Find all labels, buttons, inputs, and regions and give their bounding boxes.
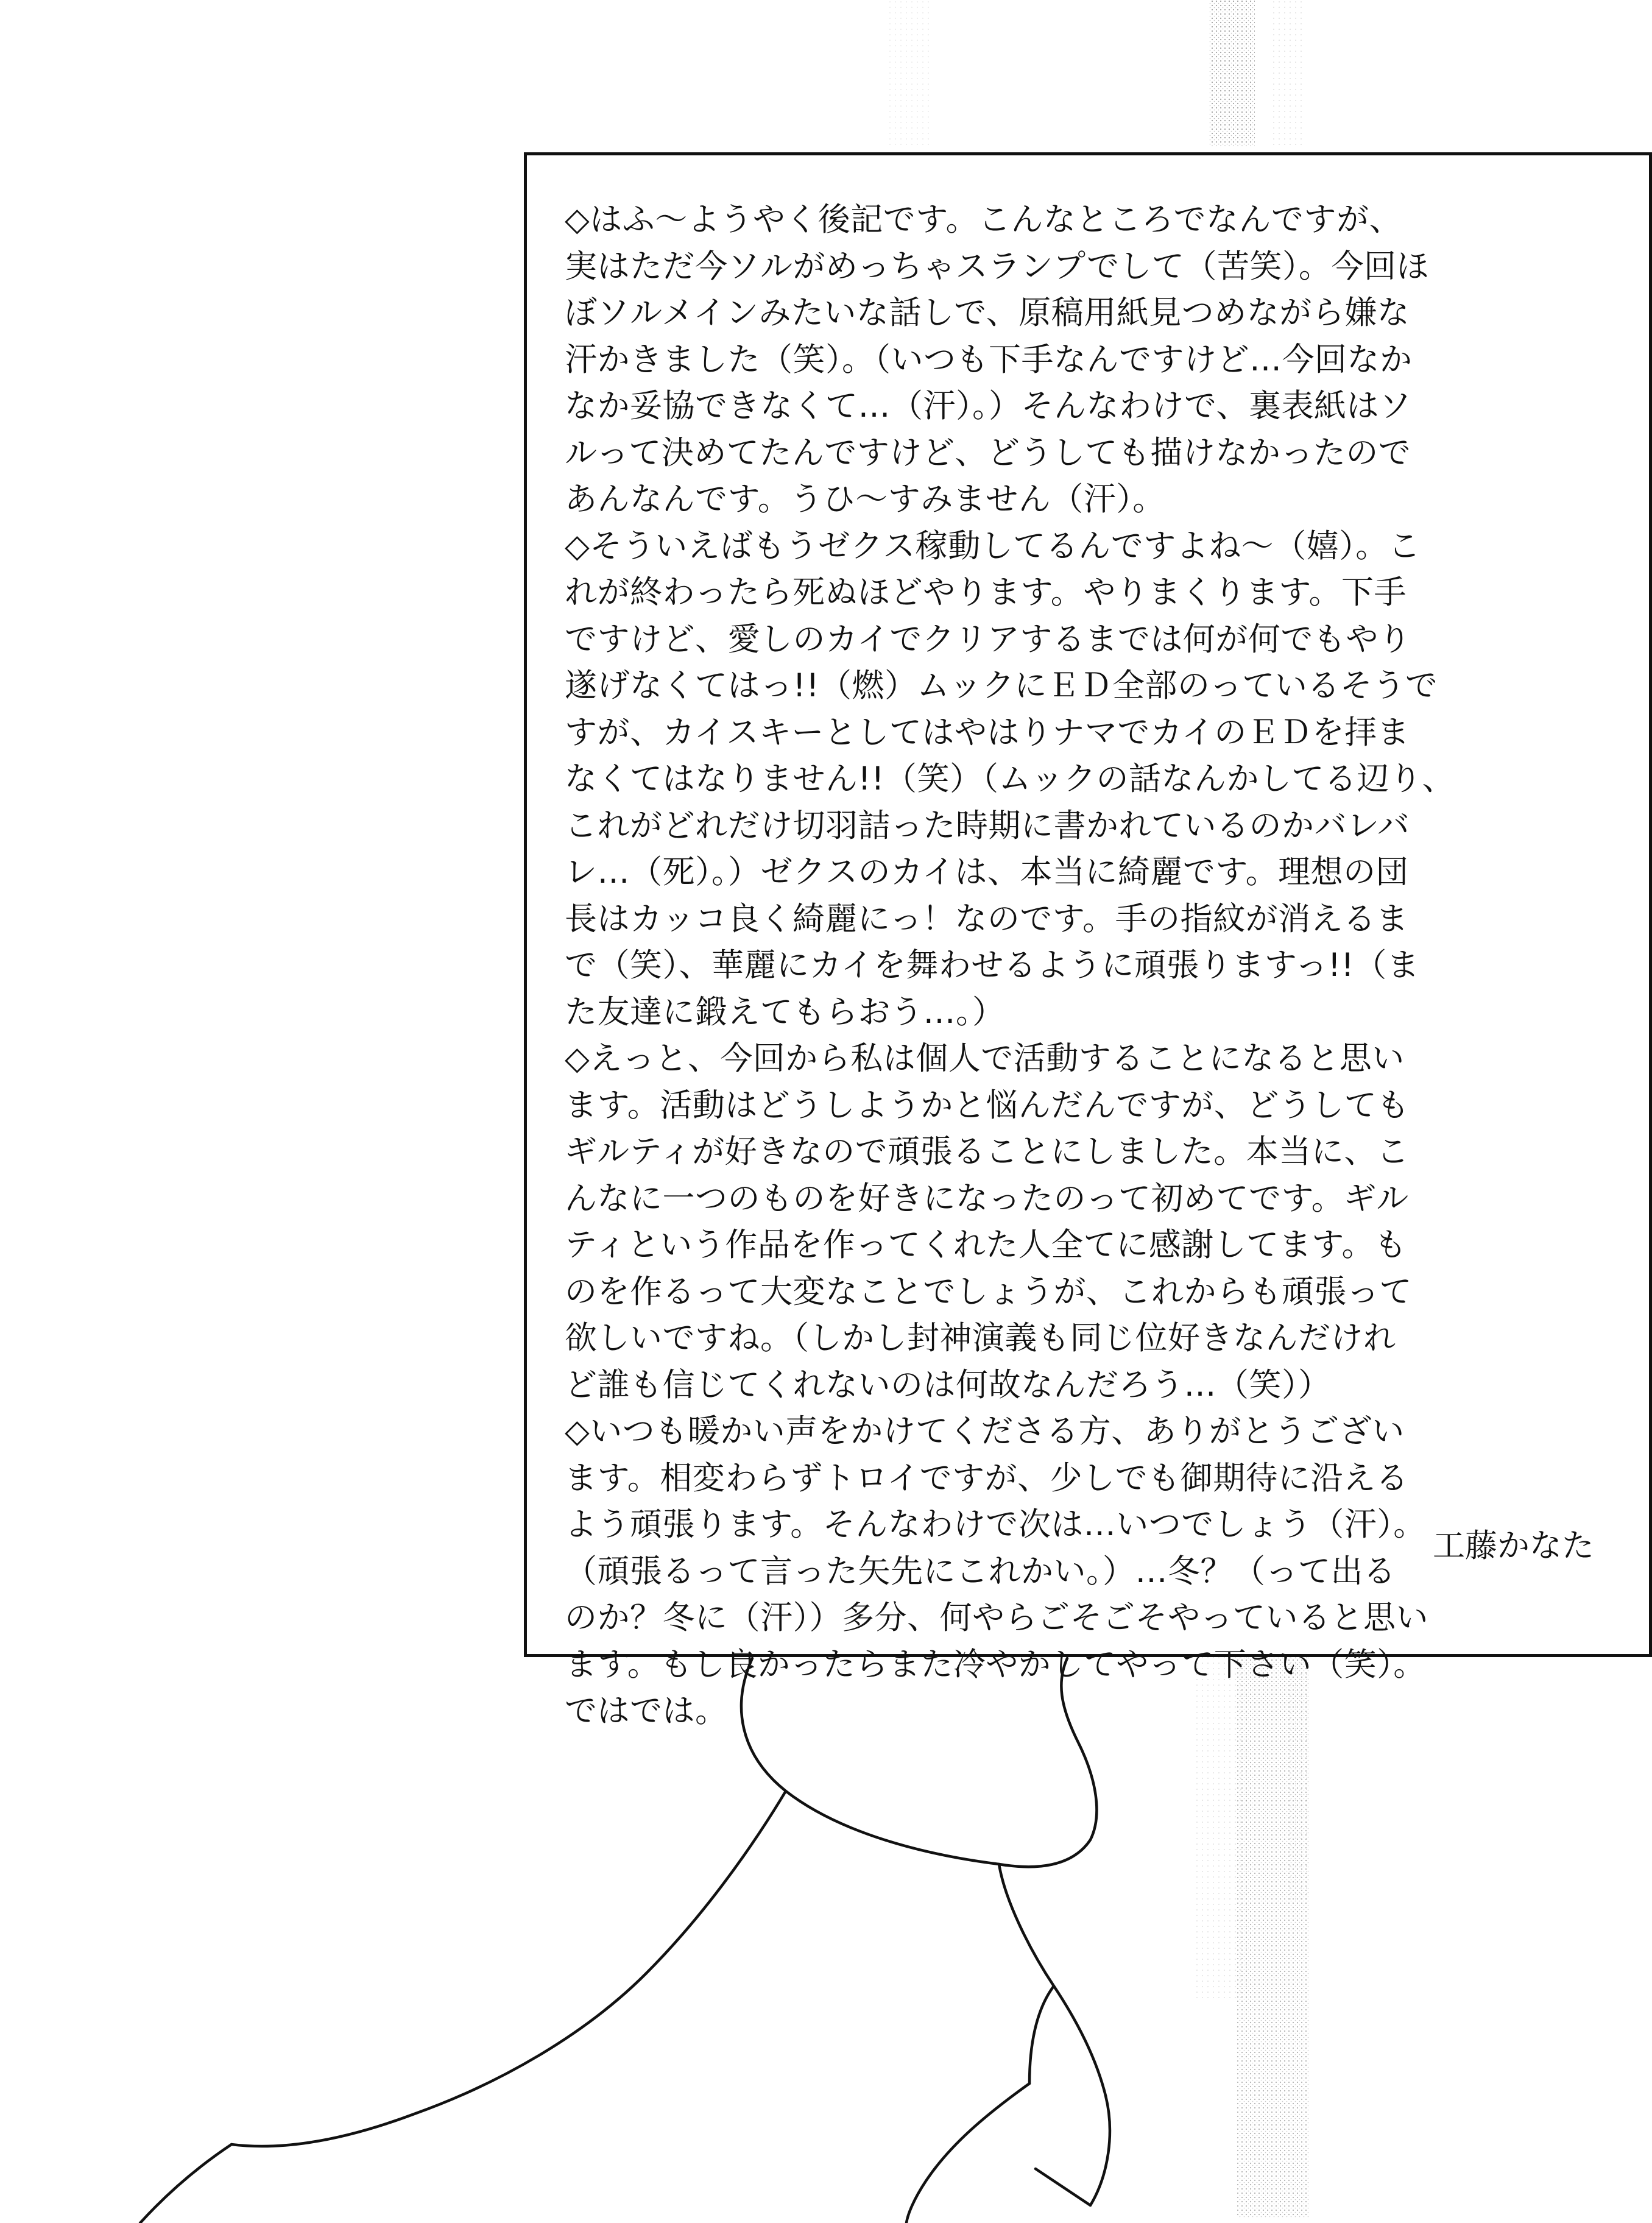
afterword-line: ど誰も信じてくれないのは何故なんだろう…（笑）） (565, 1366, 1331, 1404)
afterword-line: よう頑張ります。そんなわけで次は…いつでしょう（汗）。 (565, 1506, 1426, 1543)
afterword-line: ギルティが好きなので頑張ることにしました。本当に、こ (565, 1133, 1410, 1170)
afterword-line: ティという作品を作ってくれた人全てに感謝してます。も (565, 1226, 1407, 1263)
afterword-line: た友達に鍛えてもらおう…。） (565, 993, 1005, 1031)
afterword-line: ではでは。 (565, 1692, 728, 1730)
afterword-line: 長はカッコ良く綺麗にっ！なのです。手の指紋が消えるま (565, 900, 1409, 938)
afterword-line: なくてはなりません!!（笑）（ムックの話なんかしてる辺り、 (565, 760, 1455, 797)
afterword-line: ◇えっと、今回から私は個人で活動することになると思い (565, 1040, 1405, 1077)
afterword-line: ◇そういえばもうゼクス稼動してるんですよね～（嬉）。こ (565, 527, 1421, 565)
afterword-line: あんなんです。うひ～すみません（汗）。 (565, 481, 1165, 518)
afterword-line: 汗かきました（笑）。（いつも下手なんですけど…今回なか (565, 341, 1413, 378)
afterword-line: で（笑）、華麗にカイを舞わせるように頑張りますっ!!（ま (565, 947, 1420, 984)
afterword-line: 欲しいですね。（しかし封神演義も同じ位好きなんだけれ (565, 1320, 1396, 1357)
afterword-line: ます。活動はどうしようかと悩んだんですが、どうしても (565, 1086, 1410, 1124)
afterword-line: ます。相変わらずトロイですが、少しでも御期待に沿える (565, 1459, 1409, 1497)
afterword-box (524, 152, 1652, 1730)
afterword-line: なか妥協できなくて…（汗）。）そんなわけで、裏表紙はソ (565, 387, 1412, 425)
afterword-line: ですけど、愛しのカイでクリアするまでは何が何でもやり (565, 620, 1411, 658)
afterword-line: ◇はふ～ようやく後記です。こんなところでなんですが、 (565, 201, 1402, 238)
afterword-line: これがどれだけ切羽詰った時期に書かれているのかバレバ (565, 807, 1410, 844)
afterword-line: ◇いつも暖かい声をかけてくださる方、ありがとうござい (565, 1413, 1405, 1450)
cloth-line-art (140, 1658, 1110, 2223)
afterword-line: のを作るって大変なことでしょうが、これからも頑張って (565, 1273, 1412, 1310)
afterword-line: んなに一つのものを好きになったのって初めてです。ギル (565, 1179, 1409, 1217)
afterword-line: ぼソルメインみたいな話しで、原稿用紙見つめながら嫌な (565, 294, 1410, 331)
afterword-line: レ…（死）。）ゼクスのカイは、本当に綺麗です。理想の団 (565, 854, 1409, 891)
afterword-text (565, 197, 1594, 1735)
afterword-line: すが、カイスキーとしてはやはりナマでカイのＥＤを拝ま (565, 713, 1410, 751)
afterword-line: 遂げなくてはっ!!（燃）ムックにＥＤ全部のっているそうで (565, 667, 1438, 704)
afterword-line: ルって決めてたんですけど、どうしても描けなかったので (565, 434, 1411, 472)
afterword-line: れが終わったら死ぬほどやります。やりまくります。下手 (565, 574, 1407, 611)
afterword-line: （頑張るって言った矢先にこれかい。）…冬？（って出る (565, 1552, 1396, 1590)
afterword-line: のか？冬に（汗））多分、何やらごそごそやっていると思い (565, 1599, 1428, 1636)
tone-streak (889, 0, 932, 146)
afterword-line: 実はただ今ソルがめっちゃスランプでして（苦笑）。今回ほ (565, 247, 1430, 285)
tone-streak (1270, 0, 1304, 146)
tone-streak (1209, 0, 1255, 146)
author-signature: 工藤かなた (1433, 1527, 1594, 1564)
afterword-line: ます。もし良かったらまた冷やかしてやって下さい（笑）。 (565, 1645, 1426, 1683)
